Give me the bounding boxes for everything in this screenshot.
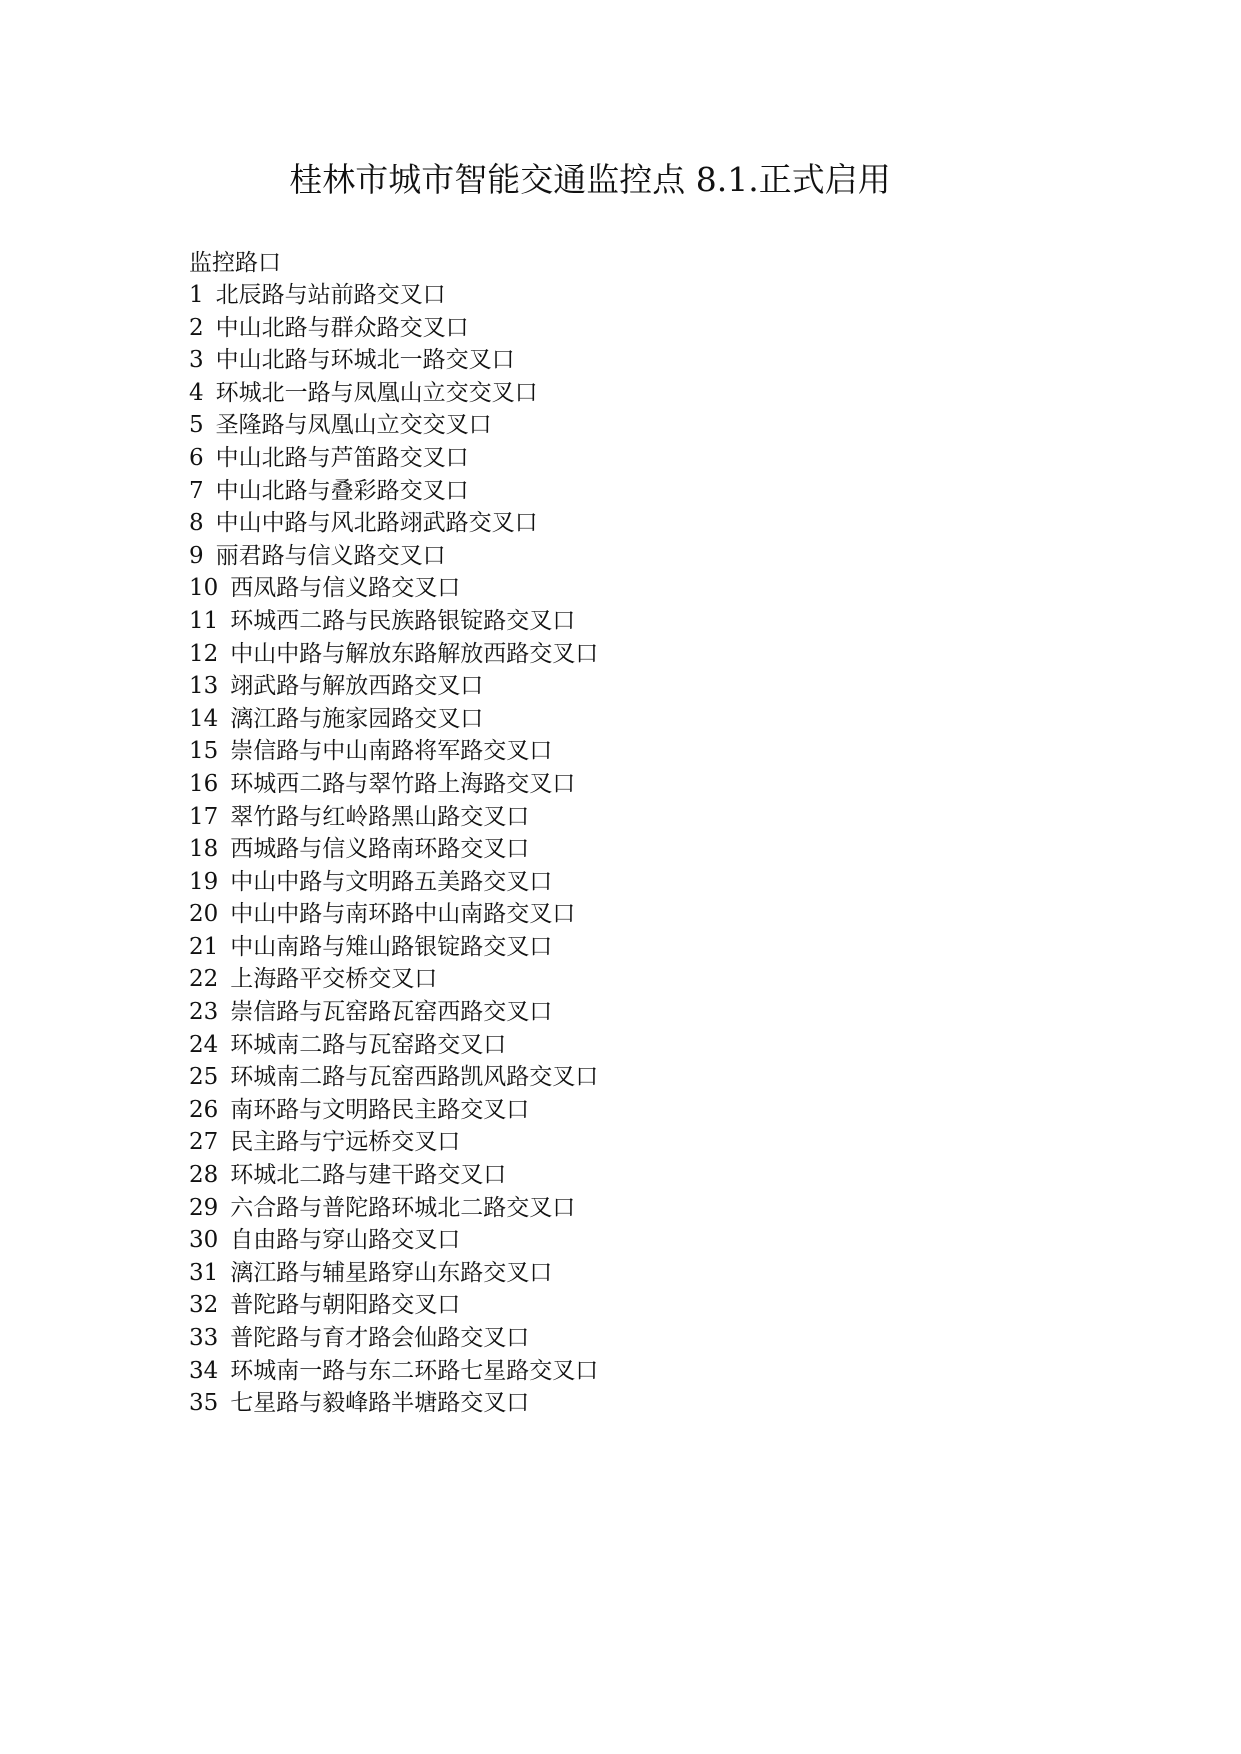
item-number: 13 xyxy=(189,673,219,700)
list-item xyxy=(189,1355,598,1388)
item-number: 11 xyxy=(189,607,219,634)
item-number: 30 xyxy=(189,1227,219,1254)
intersection-name: 环城南二路与瓦窑西路凯风路交叉口 xyxy=(230,1064,599,1091)
item-number: 23 xyxy=(189,999,219,1026)
intersection-name: 六合路与普陀路环城北二路交叉口 xyxy=(230,1194,576,1221)
item-number: 31 xyxy=(189,1259,219,1286)
item-number: 8 xyxy=(189,510,204,537)
intersection-name: 环城北一路与凤凰山立交交叉口 xyxy=(215,379,538,406)
intersection-name: 中山中路与解放东路解放西路交叉口 xyxy=(230,640,599,667)
list-item xyxy=(189,768,598,801)
intersection-name: 崇信路与中山南路将军路交叉口 xyxy=(230,738,553,765)
item-number: 17 xyxy=(189,803,219,830)
intersection-name: 中山中路与文明路五美路交叉口 xyxy=(230,868,553,895)
list-item xyxy=(189,1159,598,1192)
item-number: 29 xyxy=(189,1194,219,1221)
list-item xyxy=(189,1387,598,1420)
list-item xyxy=(189,898,598,931)
item-number: 19 xyxy=(189,868,219,895)
intersection-name: 西凤路与信义路交叉口 xyxy=(230,575,461,602)
intersection-name: 中山中路与风北路翊武路交叉口 xyxy=(215,510,538,537)
list-item xyxy=(189,1126,598,1159)
intersection-name: 中山南路与雉山路银锭路交叉口 xyxy=(230,933,553,960)
item-number: 7 xyxy=(189,477,204,504)
list-item xyxy=(189,344,598,377)
list-item xyxy=(189,475,598,508)
list-item xyxy=(189,833,598,866)
item-number: 10 xyxy=(189,575,219,602)
item-number: 32 xyxy=(189,1292,219,1319)
intersection-name: 环城南一路与东二环路七星路交叉口 xyxy=(230,1357,599,1384)
item-number: 26 xyxy=(189,1096,219,1123)
item-number: 35 xyxy=(189,1390,219,1417)
intersection-name: 中山北路与芦笛路交叉口 xyxy=(215,444,469,471)
intersection-name: 自由路与穿山路交叉口 xyxy=(230,1227,461,1254)
item-number: 20 xyxy=(189,901,219,928)
list-item xyxy=(189,638,598,671)
intersection-name: 环城西二路与民族路银锭路交叉口 xyxy=(230,607,576,634)
intersection-name: 中山中路与南环路中山南路交叉口 xyxy=(230,901,576,928)
list-item xyxy=(189,1029,598,1062)
item-number: 4 xyxy=(189,379,204,406)
item-number: 24 xyxy=(189,1031,219,1058)
list-item xyxy=(189,572,598,605)
item-number: 18 xyxy=(189,836,219,863)
list-item xyxy=(189,963,598,996)
intersection-name: 翠竹路与红岭路黑山路交叉口 xyxy=(230,803,530,830)
list-item xyxy=(189,801,598,834)
list-item xyxy=(189,540,598,573)
intersection-name: 中山北路与群众路交叉口 xyxy=(215,314,469,341)
list-item xyxy=(189,670,598,703)
intersection-name: 中山北路与环城北一路交叉口 xyxy=(215,347,515,374)
page-title: 桂林市城市智能交通监控点 8.1.正式启用 xyxy=(289,160,891,199)
item-number: 2 xyxy=(189,314,204,341)
intersection-name: 中山北路与叠彩路交叉口 xyxy=(215,477,469,504)
intersection-name: 北辰路与站前路交叉口 xyxy=(215,282,446,308)
list-item xyxy=(189,1094,598,1127)
section-label: 监控路口 xyxy=(189,250,281,276)
intersection-name: 南环路与文明路民主路交叉口 xyxy=(230,1096,530,1123)
intersection-list xyxy=(189,279,598,1420)
intersection-name: 普陀路与朝阳路交叉口 xyxy=(230,1292,461,1319)
intersection-name: 西城路与信义路南环路交叉口 xyxy=(230,836,530,863)
item-number: 1 xyxy=(189,282,204,308)
item-number: 33 xyxy=(189,1325,219,1351)
intersection-name: 圣隆路与凤凰山立交交叉口 xyxy=(215,412,492,439)
intersection-name: 环城西二路与翠竹路上海路交叉口 xyxy=(230,770,576,797)
list-item xyxy=(189,866,598,899)
intersection-name: 上海路平交桥交叉口 xyxy=(230,966,438,993)
item-number: 5 xyxy=(189,412,204,439)
list-item xyxy=(189,312,598,345)
item-number: 28 xyxy=(189,1162,219,1189)
list-item xyxy=(189,605,598,638)
list-item xyxy=(189,279,598,312)
intersection-name: 普陀路与育才路会仙路交叉口 xyxy=(230,1325,530,1351)
intersection-name: 丽君路与信义路交叉口 xyxy=(215,542,446,569)
list-item xyxy=(189,1192,598,1225)
list-item xyxy=(189,1322,598,1355)
list-item xyxy=(189,931,598,964)
list-item xyxy=(189,377,598,410)
list-item xyxy=(189,735,598,768)
list-item xyxy=(189,1289,598,1322)
list-item xyxy=(189,703,598,736)
list-item xyxy=(189,1061,598,1094)
item-number: 16 xyxy=(189,770,219,797)
intersection-name: 七星路与毅峰路半塘路交叉口 xyxy=(230,1390,530,1417)
list-item xyxy=(189,409,598,442)
list-item xyxy=(189,1224,598,1257)
intersection-name: 环城南二路与瓦窑路交叉口 xyxy=(230,1031,507,1058)
intersection-name: 漓江路与辅星路穿山东路交叉口 xyxy=(230,1259,553,1286)
item-number: 22 xyxy=(189,966,219,993)
intersection-name: 漓江路与施家园路交叉口 xyxy=(230,705,484,732)
item-number: 15 xyxy=(189,738,219,765)
list-item xyxy=(189,996,598,1029)
intersection-name: 崇信路与瓦窑路瓦窑西路交叉口 xyxy=(230,999,553,1026)
item-number: 27 xyxy=(189,1129,219,1156)
item-number: 9 xyxy=(189,542,204,569)
item-number: 34 xyxy=(189,1357,219,1384)
item-number: 14 xyxy=(189,705,219,732)
intersection-name: 翊武路与解放西路交叉口 xyxy=(230,673,484,700)
list-item xyxy=(189,442,598,475)
list-item xyxy=(189,507,598,540)
item-number: 3 xyxy=(189,347,204,374)
intersection-name: 民主路与宁远桥交叉口 xyxy=(230,1129,461,1156)
item-number: 12 xyxy=(189,640,219,667)
intersection-name: 环城北二路与建干路交叉口 xyxy=(230,1162,507,1189)
item-number: 25 xyxy=(189,1064,219,1091)
item-number: 6 xyxy=(189,444,204,471)
list-item xyxy=(189,1257,598,1290)
item-number: 21 xyxy=(189,933,219,960)
